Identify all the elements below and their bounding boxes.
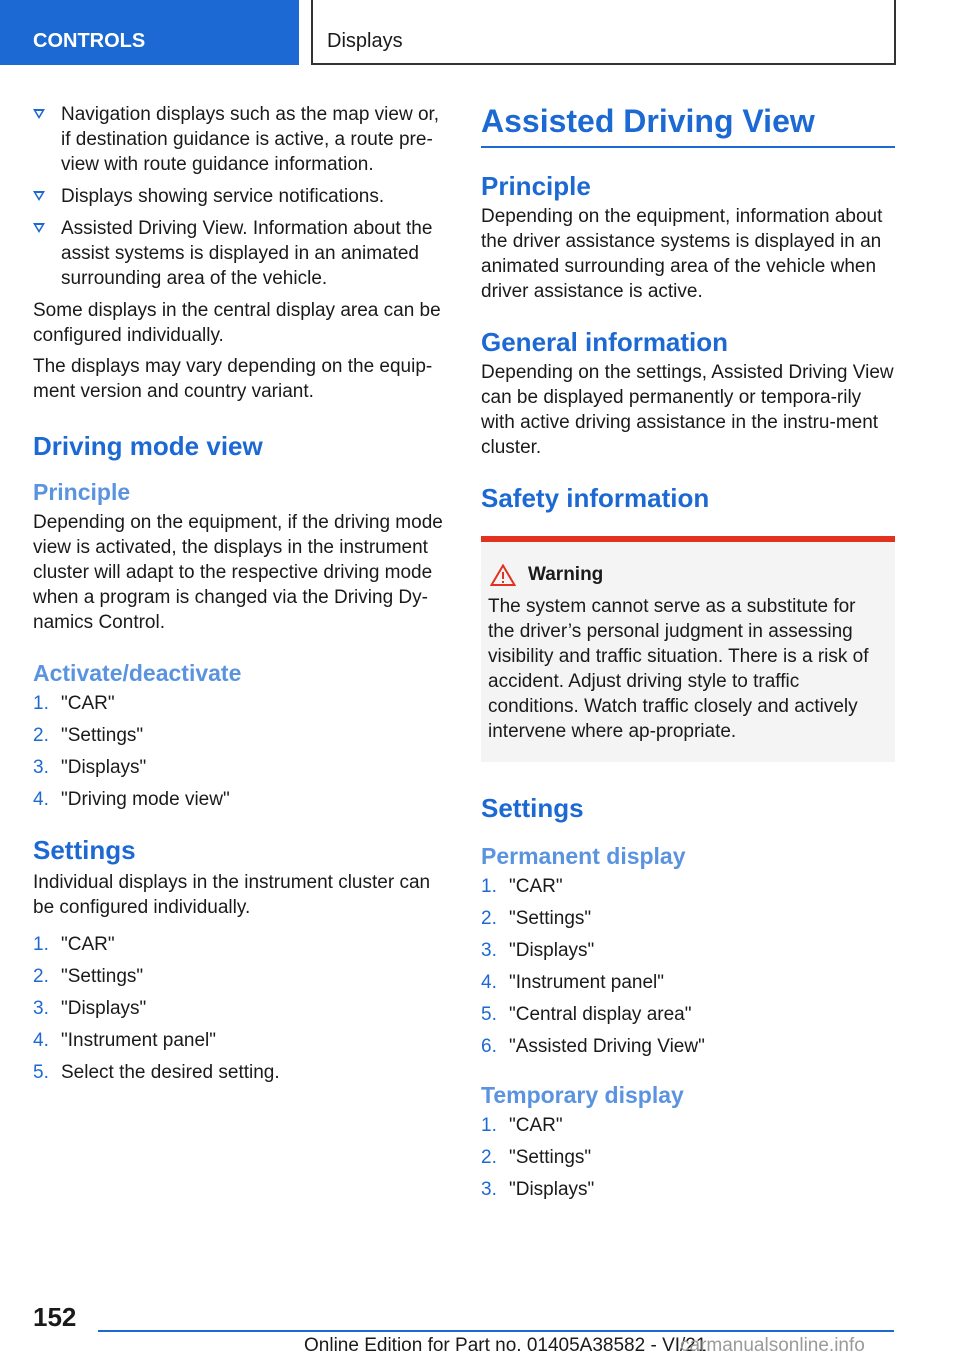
warning-box	[481, 536, 895, 762]
list-item: 4. "Instrument panel"	[481, 972, 665, 993]
list-item: 1. "CAR"	[33, 693, 115, 714]
list-item: 4. "Driving mode view"	[33, 789, 230, 810]
list-item: 1. "CAR"	[33, 934, 115, 955]
footer-divider	[98, 1330, 894, 1332]
heading-permanent-display: Permanent display	[481, 843, 686, 869]
steps-settings	[33, 932, 449, 1085]
paragraph: Depending on the equipment, information about the driver assistance systems is displayed in an animated surrounding area of the vehicle when driver assistance is active.	[481, 206, 883, 302]
paragraph: The displays may vary depending on the equip-ment version and country variant.	[33, 356, 433, 402]
warning-triangle-icon	[490, 564, 516, 586]
triangle-bullet-icon	[33, 223, 45, 233]
heading-principle: Principle	[481, 171, 591, 201]
heading-driving-mode-view: Driving mode view	[33, 431, 263, 461]
list-item: 6. "Assisted Driving View"	[481, 1036, 705, 1057]
steps-driving-mode	[33, 691, 449, 812]
page-title: Assisted Driving View	[481, 100, 895, 148]
warning-header	[488, 564, 887, 586]
paragraph: Some displays in the central display area can be configured individually.	[33, 300, 441, 346]
display-bullet-list	[33, 102, 449, 291]
list-item: 2. "Settings"	[33, 725, 144, 746]
warning-text: The system cannot serve as a substitute for the driver’s personal judgment in assessing visibility and traffic situation. There is a risk of accident. Adjust driving style to traffic conditions. Watch traffic closely and actively intervene where ap-propriate.	[488, 596, 869, 742]
heading-settings: Settings	[33, 835, 136, 865]
list-item: 3. "Displays"	[33, 998, 147, 1019]
left-column	[33, 102, 449, 1092]
triangle-bullet-icon	[33, 191, 45, 201]
list-item: 3. "Displays"	[481, 1179, 595, 1200]
heading-settings: Settings	[481, 793, 584, 823]
list-item: Assisted Driving View. Information about the assist systems is displayed in an animated surrounding area of the vehicle.	[33, 216, 449, 291]
paragraph: Individual displays in the instrument cluster can be configured individually.	[33, 872, 431, 918]
list-item: 1. "CAR"	[481, 1115, 563, 1136]
triangle-bullet-icon	[33, 109, 45, 119]
heading-safety-information: Safety information	[481, 483, 710, 513]
heading-activate-deactivate: Activate/deactivate	[33, 660, 242, 686]
chapter-header: Displays	[311, 0, 896, 65]
list-item: Displays showing service notifications.	[33, 184, 449, 209]
heading-general-information: General information	[481, 327, 729, 357]
list-item: 3. "Displays"	[481, 940, 595, 961]
heading-temporary-display: Temporary display	[481, 1082, 684, 1108]
page-number: 152	[33, 1302, 77, 1332]
paragraph: Depending on the settings, Assisted Driving View can be displayed permanently or tempora-rily with active driving assistance in the instru-ment cluster.	[481, 362, 894, 458]
steps-permanent-display	[481, 874, 895, 1059]
paragraph: Depending on the equipment, if the driving mode view is activated, the displays in the instrument cluster will adapt to the respective driving mode when a program is changed via the Driving Dy-namics Control.	[33, 512, 443, 633]
list-item: 5. "Central display area"	[481, 1004, 692, 1025]
list-item: 2. "Settings"	[481, 1147, 592, 1168]
list-item: Navigation displays such as the map view or, if destination guidance is active, a route pre-view with route guidance information.	[33, 102, 449, 177]
list-item: 3. "Displays"	[33, 757, 147, 778]
warning-title: Warning	[528, 564, 604, 585]
list-item: 1. "CAR"	[481, 876, 563, 897]
section-tab: CONTROLS	[0, 0, 299, 65]
list-item: 5. Select the desired setting.	[33, 1062, 280, 1083]
edition-text: Online Edition for Part no. 01405A38582 - VI/21	[304, 1335, 707, 1356]
right-column	[481, 100, 895, 1209]
list-item: 4. "Instrument panel"	[33, 1030, 217, 1051]
watermark: carmanualsonline.info	[680, 1335, 865, 1356]
list-item: 2. "Settings"	[481, 908, 592, 929]
list-item: 2. "Settings"	[33, 966, 144, 987]
steps-temporary-display	[481, 1113, 895, 1202]
heading-principle: Principle	[33, 479, 131, 505]
